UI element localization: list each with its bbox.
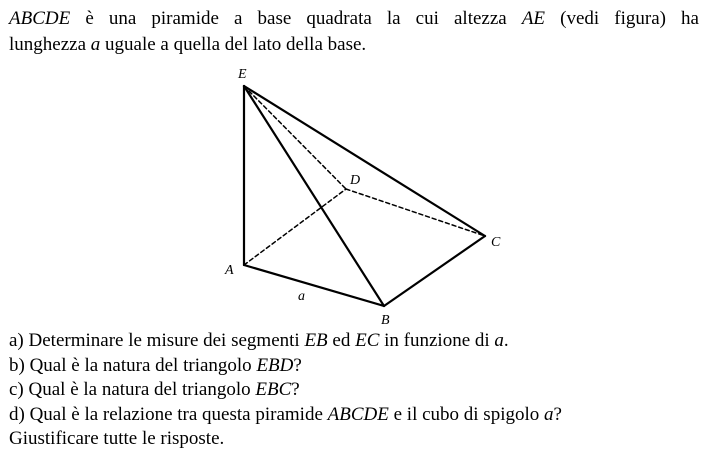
statement-text: lunghezza [9,34,91,55]
edge-AD [244,189,346,265]
statement-text: (vedi figura) ha [545,8,699,29]
question-b: b) Qual è la natura del triangolo EBD? [9,354,302,376]
edge-ED [244,86,346,189]
vertex-label-E: E [238,67,247,82]
edge-DC [346,189,485,236]
statement-text: è una piramide a base quadrata la cui altezza [70,8,522,29]
edge-AB [244,265,384,306]
vertex-label-C: C [491,235,501,250]
edge-EB [244,86,384,306]
vertex-label-D: D [350,173,361,188]
question-a: a) Determinare le misure dei segmenti EB ed EC in funzione di a. [9,330,509,351]
statement-line-2 [9,32,699,58]
edge-EC [244,86,485,236]
question-d: d) Qual è la relazione tra questa piramide ABCDE e il cubo di spigolo a? [9,403,562,425]
pyramid-name: ABCDE [9,8,71,29]
height-segment: AE [521,8,546,29]
side-length-label: a [298,289,305,304]
problem-statement [9,6,699,58]
statement-line-1 [9,6,699,32]
vertex-label-A: A [225,263,234,278]
edge-BC [384,236,485,306]
length-variable: a [90,34,101,55]
questions-list [9,329,699,452]
instruction: Giustificare tutte le risposte. [9,428,225,449]
question-c: c) Qual è la natura del triangolo EBC? [9,379,300,400]
statement-text: uguale a quella del lato della base. [100,34,367,55]
vertex-label-B: B [381,313,390,328]
